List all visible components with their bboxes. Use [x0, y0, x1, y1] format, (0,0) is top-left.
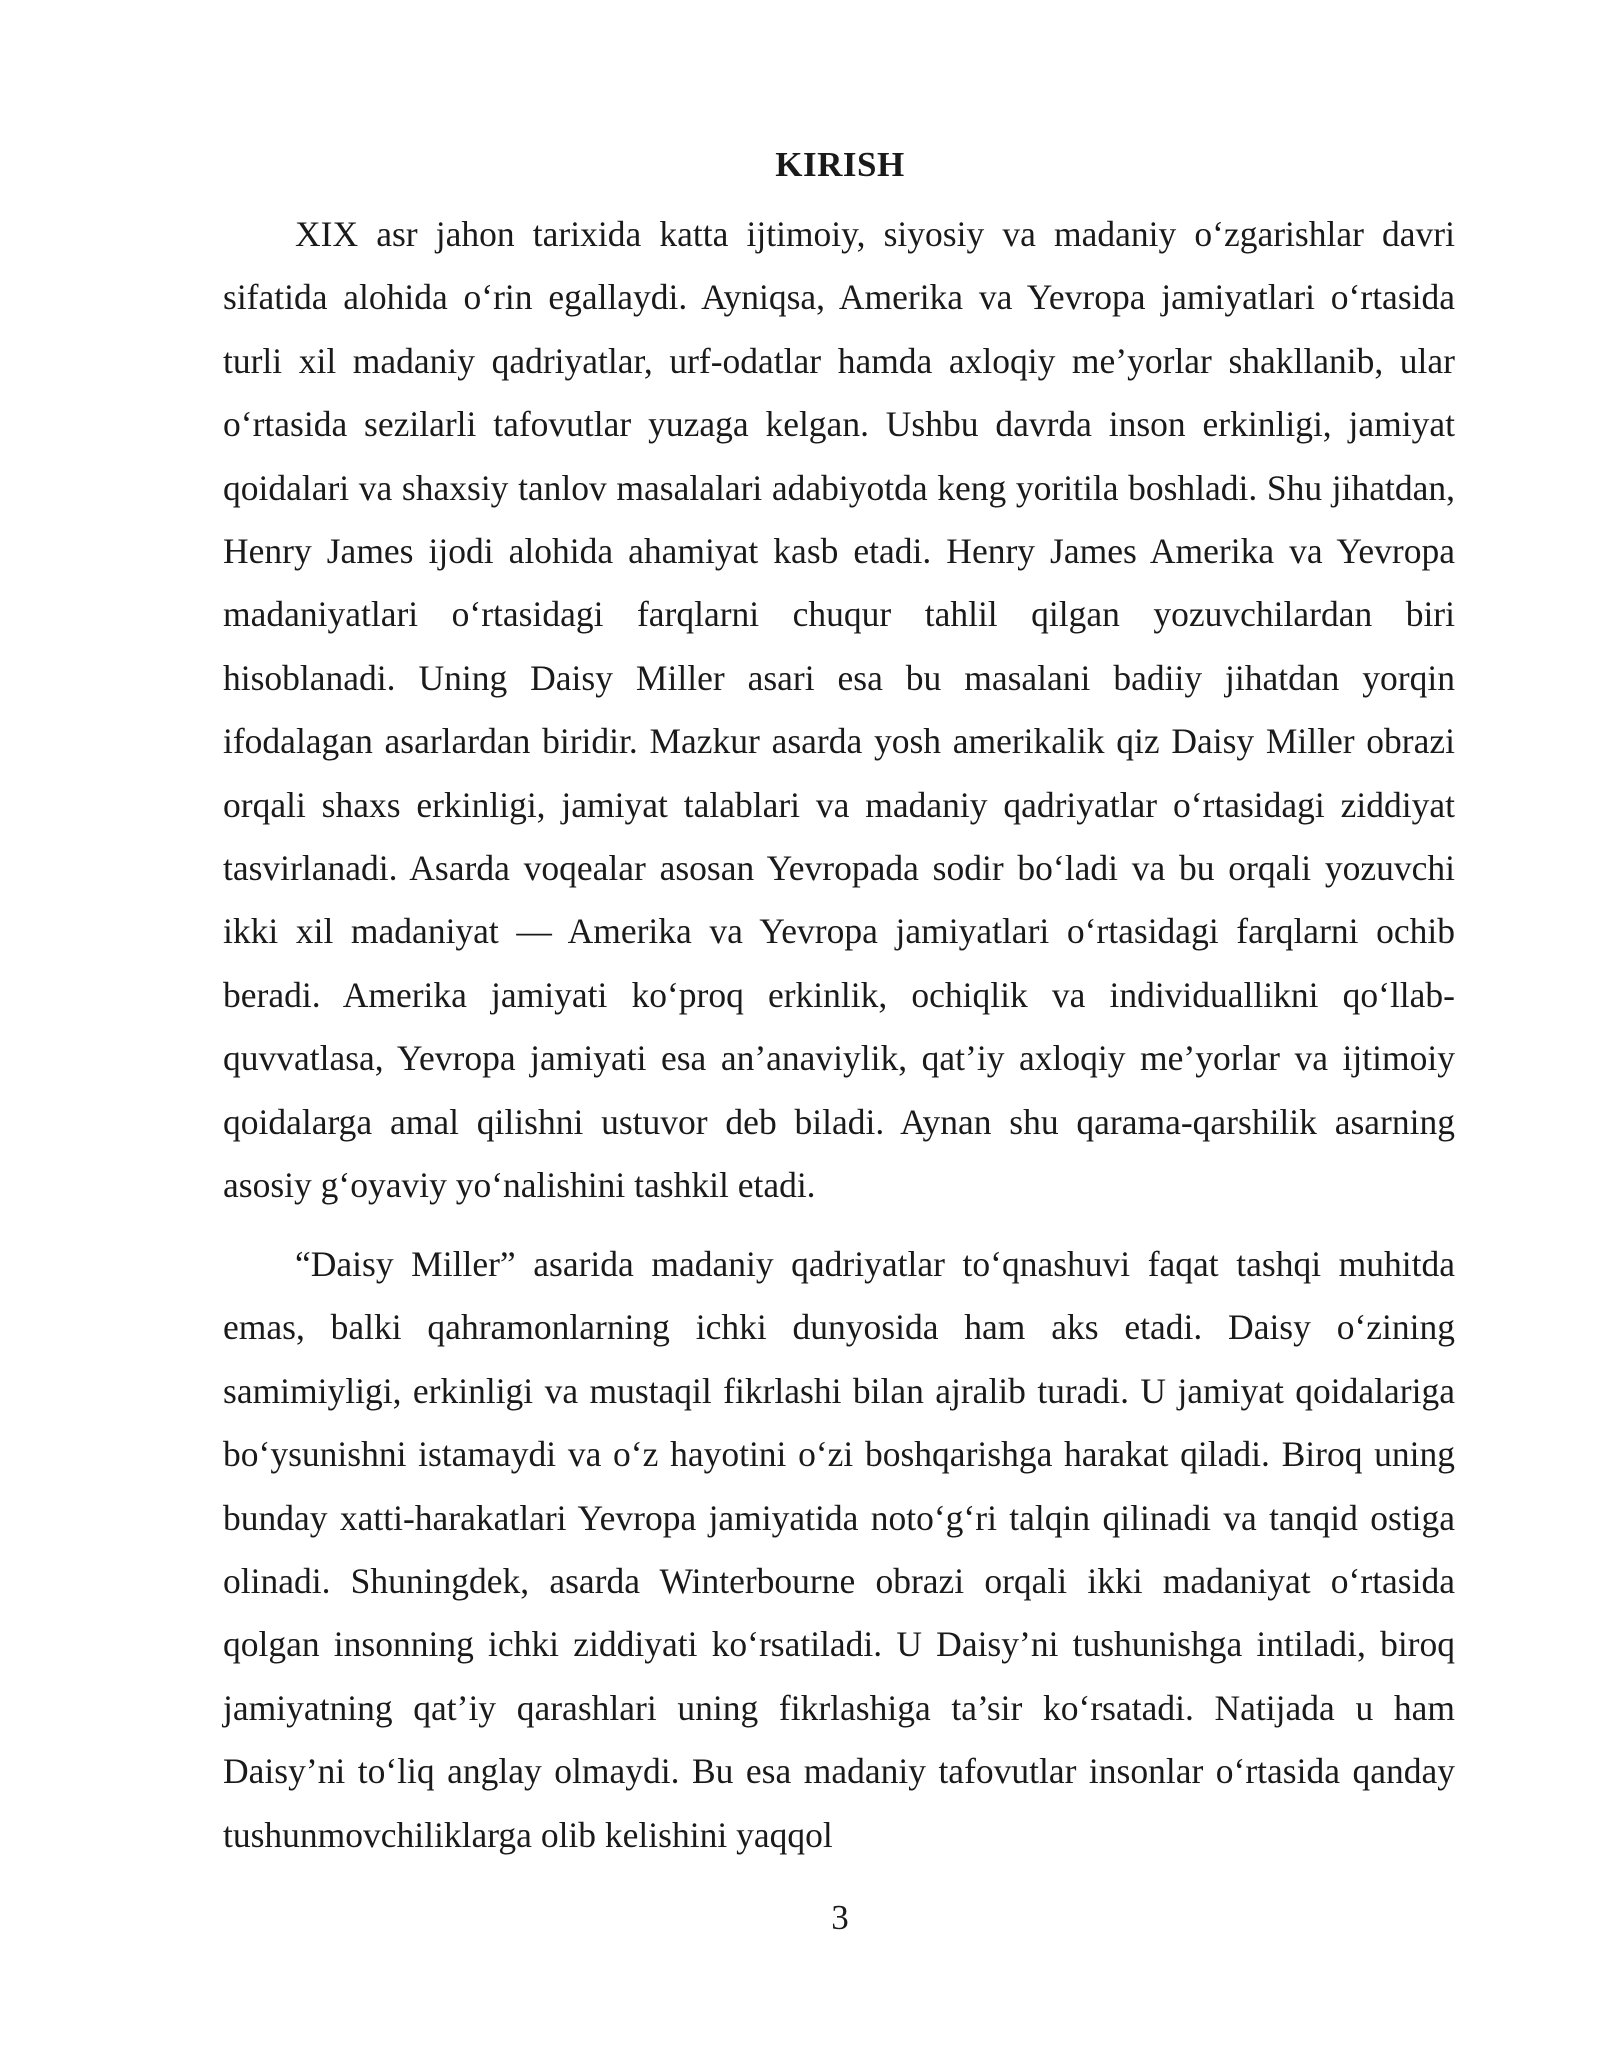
- section-title: KIRISH: [775, 145, 905, 184]
- page-number: 3: [831, 1898, 849, 1937]
- body-paragraph: XIX asr jahon tarixida katta ijtimoiy, siyosiy va madaniy o‘zgarishlar davri sifatida alohida o‘rin egallaydi. Ayniqsa, Amerika va Yevropa jamiyatlari o‘rtasida turli xil madaniy qadriyatlar, urf-odatlar hamda axloqiy me’yorlar shakllanib, ular o‘rtasida sezilarli tafovutlar yuzaga kelgan. Ushbu davrda inson erkinligi, jamiyat qoidalari va shaxsiy tanlov masalalari adabiyotda keng yoritila boshladi. Shu jihatdan, Henry James ijodi alohida ahamiyat kasb etadi. Henry James Amerika va Yevropa madaniyatlari o‘rtasidagi farqlarni chuqur tahlil qilgan yozuvchilardan biri hisoblanadi. Uning Daisy Miller asari esa bu masalani badiiy jihatdan yorqin ifodalagan asarlardan biridir. Mazkur asarda yosh amerikalik qiz Daisy Miller obrazi orqali shaxs erkinligi, jamiyat talablari va madaniy qadriyatlar o‘rtasidagi ziddiyat tasvirlanadi. Asarda voqealar asosan Yevropada sodir bo‘ladi va bu orqali yozuvchi ikki xil madaniyat — Amerika va Yevropa jamiyatlari o‘rtasidagi farqlarni ochib beradi. Amerika jamiyati ko‘proq erkinlik, ochiqlik va individuallikni qo‘llab-quvvatlasa, Yevropa jamiyati esa an’anaviylik, qat’iy axloqiy me’yorlar va ijtimoiy qoidalarga amal qilishni ustuvor deb biladi. Aynan shu qarama-qarshilik asarning asosiy g‘oyaviy yo‘nalishini tashkil etadi.: [223, 214, 1455, 1206]
- body-paragraph-2-container: [223, 1233, 1455, 1867]
- body-paragraph-1-container: [223, 203, 1455, 1218]
- body-paragraph: “Daisy Miller” asarida madaniy qadriyatlar to‘qnashuvi faqat tashqi muhitda emas, balki qahramonlarning ichki dunyosida ham aks etadi. Daisy o‘zining samimiyligi, erkinligi va mustaqil fikrlashi bilan ajralib turadi. U jamiyat qoidalariga bo‘ysunishni istamaydi va o‘z hayotini o‘zi boshqarishga harakat qiladi. Biroq uning bunday xatti-harakatlari Yevropa jamiyatida noto‘g‘ri talqin qilinadi va tanqid ostiga olinadi. Shuningdek, asarda Winterbourne obrazi orqali ikki madaniyat o‘rtasida qolgan insonning ichki ziddiyati ko‘rsatiladi. U Daisy’ni tushunishga intiladi, biroq jamiyatning qat’iy qarashlari uning fikrlashiga ta’sir ko‘rsatadi. Natijada u ham Daisy’ni to‘liq anglay olmaydi. Bu esa madaniy tafovutlar insonlar o‘rtasida qanday tushunmovchiliklarga olib kelishini yaqqol: [223, 1244, 1455, 1855]
